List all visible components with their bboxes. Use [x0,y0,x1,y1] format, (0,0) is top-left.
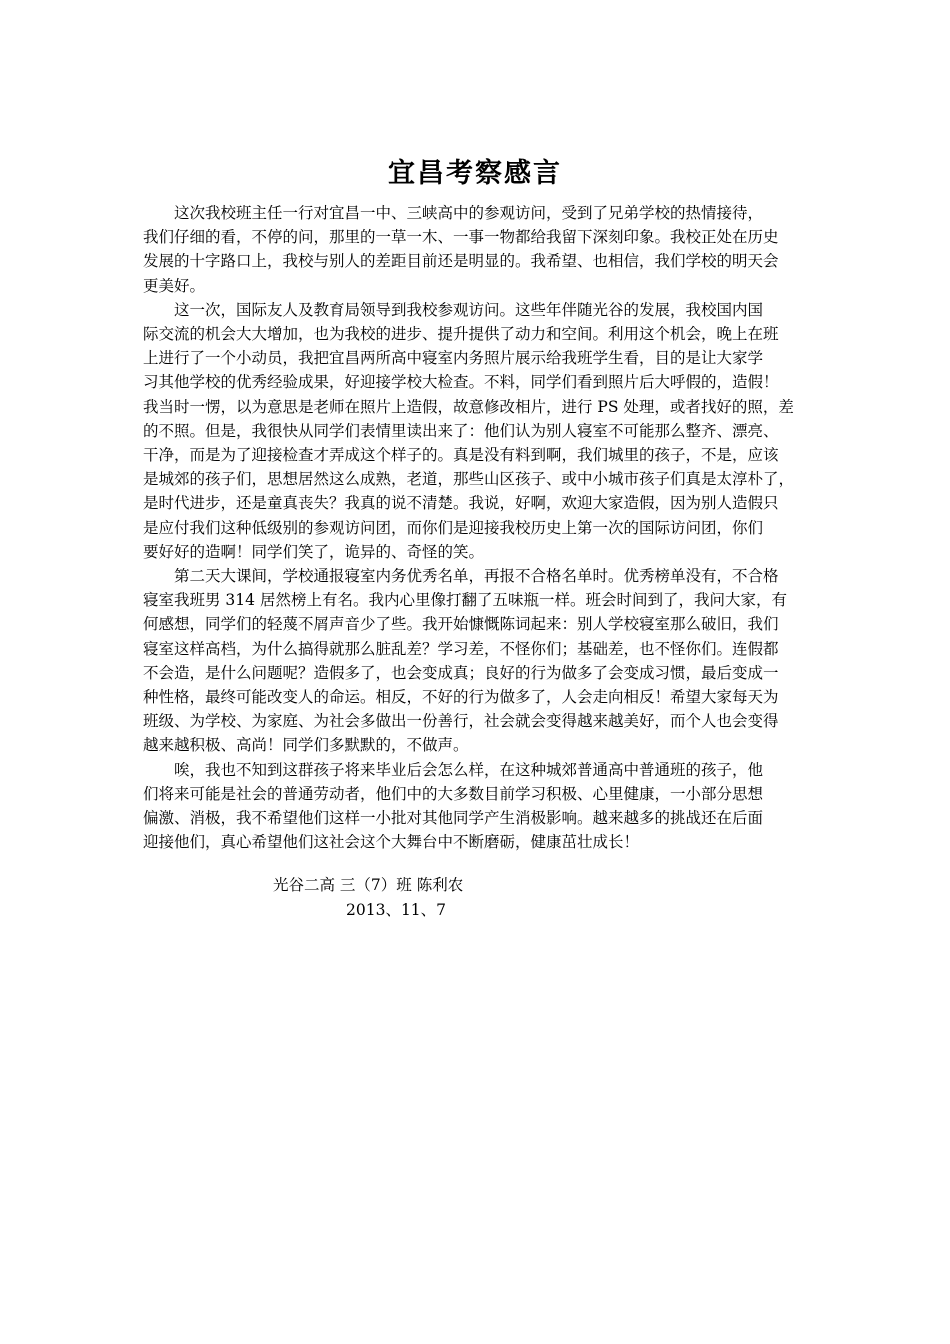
author-signature: 光谷二高 三（7）班 陈利农 [273,876,464,894]
document-date: 2013、11、7 [346,901,447,919]
document-body [143,201,815,854]
paragraph-1: 这次我校班主任一行对宜昌一中、三峡高中的参观访问，受到了兄弟学校的热情接待， 我们仔细的看，不停的问，那里的一草一木、一事一物都给我留下深刻印象。我校正处在历史 发展的十字路口上，我校与别人的差距目前还是明显的。我希望、也相信，我们学校的明天会 更美好。 [143,204,779,295]
paragraph-2: 这一次，国际友人及教育局领导到我校参观访问。这些年伴随光谷的发展，我校国内国 际交流的机会大大增加，也为我校的进步、提升提供了动力和空间。利用这个机会，晚上在班 上进行了一个小动员，我把宜昌两所高中寝室内务照片展示给我班学生看，目的是让大家学 习其他学校的优秀经验成果，好迎接学校大检查。不料，同学们看到照片后大呼假的，造假！ 我当时一愣，以为意思是老师在照片上造假，故意修改相片，进行 PS 处理，或者找好的照，差 的不照。但是，我很快从同学们表情里读出来了：他们认为别人寝室不可能那么整齐、漂亮、 干净，而是为了迎接检查才弄成这个样子的。真是没有料到啊，我们城里的孩子，不是，应该 是城郊的孩子们，思想居然这么成熟，老道，那些山区孩子、或中小城市孩子们真是太淳朴了， 是时代进步，还是童真丧失？我真的说不清楚。我说，好啊，欢迎大家造假，因为别人造假只 是应付我们这种低级别的参观访问团，而你们是迎接我校历史上第一次的国际访问团，你们 要好好的造啊！同学们笑了，诡异的、奇怪的笑。 [143,300,795,561]
paragraph-3: 第二天大课间，学校通报寝室内务优秀名单，再报不合格名单时。优秀榜单没有，不合格 寝室我班男 314 居然榜上有名。我内心里像打翻了五味瓶一样。班会时间到了，我问大家，有 何感想，同学们的轻蔑不屑声音少了些。我开始慷慨陈词起来：别人学校寝室那么破旧，我们 寝室这样高档，为什么搞得就那么脏乱差？学习差，不怪你们；基础差，也不怪你们。连假都 不会造，是什么问题呢？造假多了，也会变成真；良好的行为做多了会变成习惯，最后变成一 种性格，最终可能改变人的命运。相反，不好的行为做多了，人会走向相反！希望大家每天为 班级、为学校、为家庭、为社会多做出一份善行，社会就会变得越来越美好，而个人也会变得 越来越积极、高尚！同学们多默默的，不做声。 [143,567,787,755]
document-title: 宜昌考察感言 [388,158,562,189]
paragraph-4: 唉，我也不知到这群孩子将来毕业后会怎么样，在这种城郊普通高中普通班的孩子，他 们将来可能是社会的普通劳动者，他们中的大多数目前学习积极、心里健康，一小部分思想 偏激、消极，我不希望他们这样一小批对其他同学产生消极影响。越来越多的挑战还在后面 迎接他们，真心希望他们这社会这个大舞台中不断磨砺，健康茁壮成长！ [143,760,764,852]
